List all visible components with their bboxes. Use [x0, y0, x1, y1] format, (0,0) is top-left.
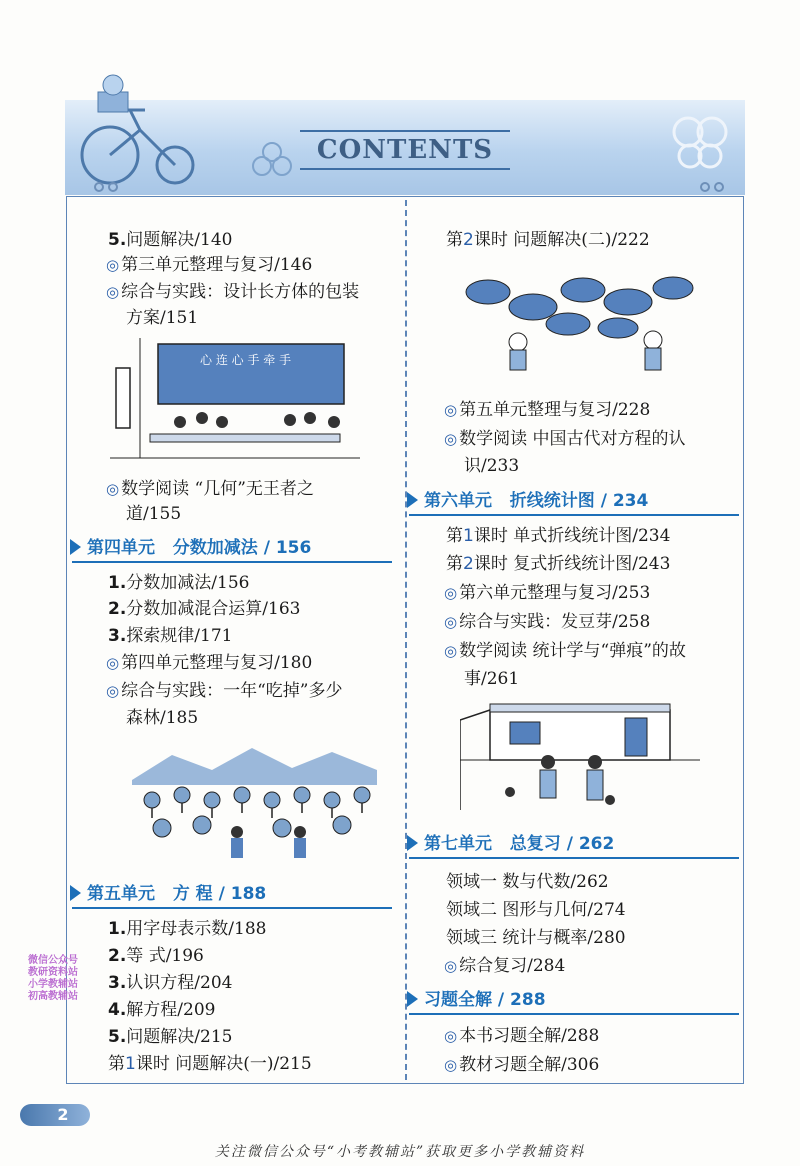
toc-entry[interactable]: ◎ 第四单元整理与复习/180	[106, 653, 313, 673]
toc-entry[interactable]: 4.解方程/209	[108, 1000, 216, 1020]
binder-ring-icon	[108, 182, 118, 192]
toc-entry-continued: 方案/151	[126, 308, 199, 328]
toc-entry[interactable]: 2.等 式/196	[108, 946, 204, 966]
toc-entry[interactable]: ◎ 综合与实践：发豆芽/258	[444, 612, 651, 632]
toc-entry[interactable]: ◎ 第五单元整理与复习/228	[444, 400, 651, 420]
classroom-illustration	[110, 338, 360, 466]
bullet-icon: ◎	[444, 430, 458, 448]
triangle-icon	[407, 991, 418, 1007]
page-number: 2	[57, 1105, 69, 1124]
heading-underline	[409, 857, 739, 859]
toc-entry[interactable]: 3.认识方程/204	[108, 973, 233, 993]
toc-entry[interactable]: 领域三 统计与概率/280	[446, 928, 626, 948]
lotus-pond-illustration	[458, 262, 708, 382]
bullet-icon: ◎	[106, 654, 120, 672]
board-text: 心 连 心 手 牵 手	[200, 353, 292, 367]
footer-note: 关注微信公众号“小考教辅站”获取更多小学教辅资料	[214, 1144, 586, 1160]
unit-heading-5[interactable]: 第五单元 方 程 / 188	[70, 882, 266, 906]
butterfly-icon	[670, 112, 730, 172]
flower-icon	[250, 140, 295, 185]
triangle-icon	[70, 885, 81, 901]
bullet-icon: ◎	[106, 256, 120, 274]
bicycle-illustration	[70, 70, 200, 195]
toc-entry[interactable]: ◎ 综合复习/284	[444, 956, 566, 976]
unit-heading-4[interactable]: 第四单元 分数加减法 / 156	[70, 536, 311, 560]
forest-illustration	[132, 740, 377, 865]
bullet-icon: ◎	[106, 283, 120, 301]
column-divider	[405, 200, 407, 1080]
triangle-icon	[407, 835, 418, 851]
toc-entry-continued: 识/233	[464, 456, 520, 476]
toc-entry[interactable]: 5.问题解决/215	[108, 1027, 233, 1047]
heading-underline	[409, 514, 739, 516]
toc-entry[interactable]: ◎ 本书习题全解/288	[444, 1026, 600, 1046]
toc-entry[interactable]: 领域二 图形与几何/274	[446, 900, 626, 920]
toc-entry[interactable]: 3.探索规律/171	[108, 626, 233, 646]
toc-entry[interactable]: 1.用字母表示数/188	[108, 919, 267, 939]
binder-ring-icon	[714, 182, 724, 192]
triangle-icon	[407, 492, 418, 508]
binder-ring-icon	[94, 182, 104, 192]
heading-underline	[72, 907, 392, 909]
heading-underline	[72, 561, 392, 563]
toc-entry[interactable]: 第2课时 问题解决(二)/222	[446, 230, 650, 250]
bullet-icon: ◎	[444, 584, 458, 602]
toc-entry[interactable]: 第1课时 问题解决(一)/215	[108, 1054, 312, 1074]
toc-entry[interactable]: 第2课时 复式折线统计图/243	[446, 554, 671, 574]
bullet-icon: ◎	[444, 1027, 458, 1045]
toc-entry-continued: 事/261	[464, 669, 520, 689]
toc-entry[interactable]: 2.分数加减混合运算/163	[108, 599, 301, 619]
page-number-badge	[20, 1104, 90, 1126]
binder-ring-icon	[700, 182, 710, 192]
toc-entry[interactable]: ◎ 综合与实践：一年“吃掉”多少	[106, 681, 343, 701]
bullet-icon: ◎	[444, 613, 458, 631]
unit-heading-answers[interactable]: 习题全解 / 288	[407, 988, 546, 1012]
toc-entry-continued: 道/155	[126, 504, 182, 524]
bullet-icon: ◎	[444, 1056, 458, 1074]
bullet-icon: ◎	[106, 682, 120, 700]
toc-entry[interactable]: ◎ 数学阅读 统计学与“弹痕”的故	[444, 641, 686, 661]
toc-entry[interactable]: ◎ 教材习题全解/306	[444, 1055, 600, 1075]
bullet-icon: ◎	[444, 957, 458, 975]
watermark: 微信公众号 教研资料站 小学教辅站 初高教辅站	[28, 955, 78, 1002]
building-illustration	[460, 700, 700, 820]
toc-entry[interactable]: 第1课时 单式折线统计图/234	[446, 526, 671, 546]
triangle-icon	[70, 539, 81, 555]
bullet-icon: ◎	[444, 642, 458, 660]
toc-entry[interactable]: ◎ 第六单元整理与复习/253	[444, 583, 651, 603]
toc-entry[interactable]: ◎ 综合与实践：设计长方体的包装	[106, 282, 360, 302]
toc-entry[interactable]: 1.分数加减法/156	[108, 573, 250, 593]
toc-entry[interactable]: ◎ 第三单元整理与复习/146	[106, 255, 313, 275]
toc-entry[interactable]: 领域一 数与代数/262	[446, 872, 609, 892]
toc-entry[interactable]: ◎ 数学阅读 “几何”无王者之	[106, 479, 314, 499]
unit-heading-6[interactable]: 第六单元 折线统计图 / 234	[407, 489, 648, 513]
bullet-icon: ◎	[106, 480, 120, 498]
heading-underline	[409, 1013, 739, 1015]
toc-entry-continued: 森林/185	[126, 708, 199, 728]
page-title: CONTENTS	[300, 130, 510, 170]
toc-entry[interactable]: ◎ 数学阅读 中国古代对方程的认	[444, 429, 686, 449]
bullet-icon: ◎	[444, 401, 458, 419]
toc-entry[interactable]: 5.问题解决/140	[108, 230, 233, 250]
unit-heading-7[interactable]: 第七单元 总复习 / 262	[407, 832, 614, 856]
